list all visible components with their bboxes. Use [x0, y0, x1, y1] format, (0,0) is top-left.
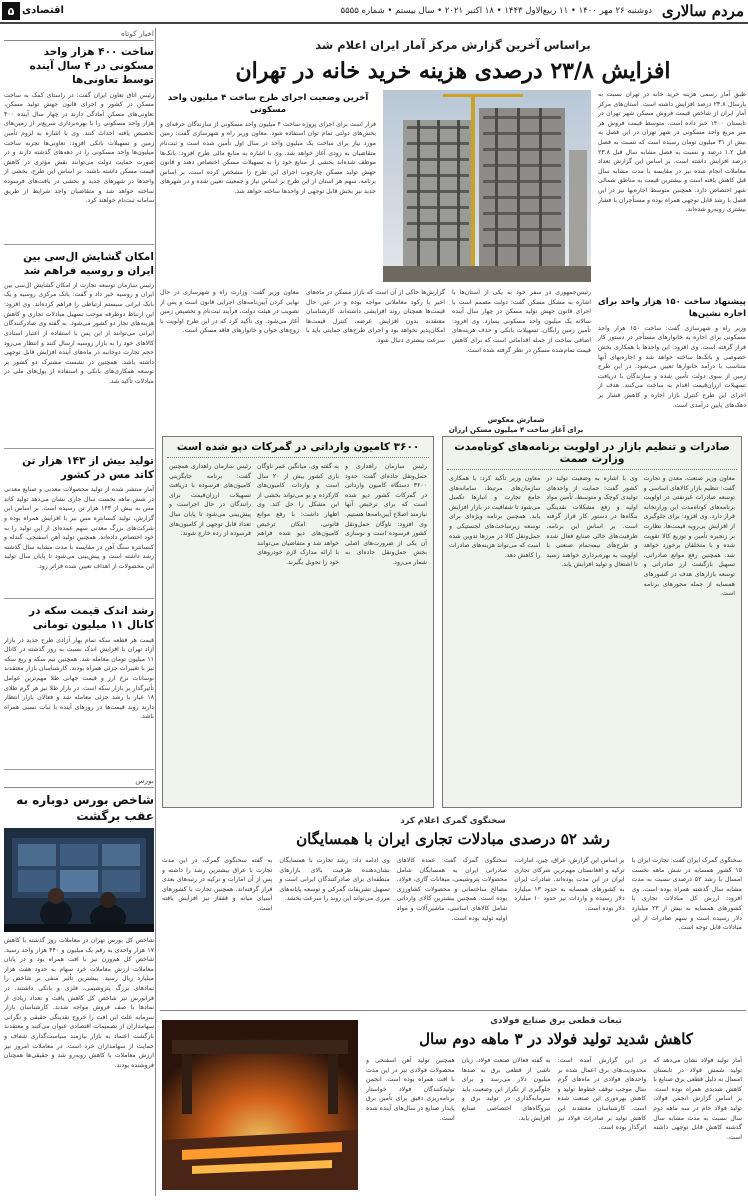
divider — [4, 769, 154, 770]
caption-head: شمارش معکوس — [487, 416, 545, 424]
newspaper-logo: مردم سالاری — [661, 2, 744, 20]
lead-text: قرار است برای اجرای پروژه ساخت ۴ میلیون واحد مسکونی از سازندگان حرفه‌ای و بخش‌های دولتی تمام توان استفاده شود. معاون وزیر راه و شهرسازی گفت: زمین مورد نیاز برای ساخت یک میلیون واحد در سال اول تأمین شده است و ثبت‌نام متقاضیان به زودی آغاز خواهد شد. وی با اشاره به منابع مالی طرح افزود: بانک‌ها موظف شده‌اند بخشی از منابع خود را به تسهیلات مسکن اختصاص دهند و قانون جهش تولید مسکن چارچوب اجرای این طرح را مشخص کرده است. بر اساس برنامه، سهم هر استان از این طرح بر اساس نیاز و جمعیت تعیین شده و در شهرهای جدید نیز بخش قابل توجهی از واحدها ساخته خواهد شد. — [160, 120, 376, 196]
trade-text: بر اساس این گزارش، عراق، چین، امارات، ترکیه و افغانستان مهم‌ترین شرکای تجاری ایران در این مدت بوده‌اند. صادرات ایران به کشورهای همسایه به حدود ۱۳ میلیارد دلار رسیده و واردات نیز حدود ۱۰ میلیارد دلار بوده است. — [514, 857, 625, 913]
page-number: ۵ — [2, 2, 20, 20]
sidebar-story-text: رئیس سازمان توسعه تجارت از امکان گشایش ال‌سی بین ایران و روسیه خبر داد و گفت: بانک مرکزی روسیه و یک بانک ایرانی سیستم ارتباطی را فراهم کرده‌اند. وی افزود: این ارتباط دوطرفه موجب تسهیل مبادلات تجاری و کاهش هزینه‌های تجار دو کشور می‌شود. به گفته وی صادرکنندگان ایرانی می‌توانند از این پس با استفاده از اعتبار اسنادی کالاهای خود را به بازار روسیه ارسال کنند و انتظار می‌رود حجم تجارت دوجانبه در ماه‌های آینده افزایش قابل توجهی داشته باشد. همچنین در نشست مشترک دو کشور بر توسعه همکاری‌های بانکی و استفاده از پول‌های ملی در مبادلات تأکید شد. — [4, 281, 154, 385]
lead-text: طبق آمار رسمی هزینه خرید خانه در تهران نسبت به پارسال ۲۳.۸ درصد افزایش داشته است. استان‌های مرکز آمار ایران از شاخص قیمت فروش مسکن شهر تهران در تابستان ۱۴۰۰ خبر داده است. متوسط قیمت فروش هر متر مربع واحد مسکونی در شهر تهران در این فصل به بیش از ۳۱ میلیون تومان رسیده است که نسبت به فصل قبل ۱.۲ درصد و نسبت به فصل مشابه سال قبل ۲۳.۸ درصد افزایش داشته است. بر اساس این گزارش تعداد معاملات انجام شده نیز در مقایسه با مدت مشابه سال قبل کاهش یافته است و بیشترین قیمت به مناطق شمالی شهر اختصاص دارد. همچنین متوسط اجاره‌بها نیز در این فصل با رشد قابل توجهی همراه بوده و مستأجران با فشار بیشتری روبه‌رو شده‌اند. — [598, 91, 746, 214]
trade-text: سخنگوی گمرک گفت: عمده کالاهای صادراتی ایران به همسایگان شامل محصولات پتروشیمی، میعانات گازی، فولاد، مصالح ساختمانی و محصولات کشاورزی بوده است. همچنین بیشترین کالای وارداتی شامل کالاهای اساسی، ماشین‌آلات و مواد اولیه تولید بوده است. — [396, 857, 508, 922]
caption-text: برای آغاز ساخت ۴ میلیون مسکن ارزان — [448, 425, 584, 434]
box-story-industry — [442, 436, 742, 808]
trade-headline: رشد ۵۲ درصدی مبادلات تجاری ایران با همسایگان — [296, 830, 610, 848]
divider — [4, 244, 154, 245]
divider — [4, 598, 154, 599]
trade-columns — [162, 856, 742, 1006]
lead-caption — [446, 416, 586, 436]
sidebar-story-text: رئیس اتاق تعاون ایران گفت: در راستای کمک به ساخت مسکن در کشور و اجرای قانون جهش تولید مسکن، تعاونی‌های مسکن آمادگی دارند در چهار سال آینده ۴۰۰ هزار واحد مسکونی را با بهره‌برداری سریع‌تر از زمین‌های تخصیص یافته احداث کنند. وی با اشاره به لزوم تأمین زمین و تسهیلات بانکی افزود: تعاونی‌ها تجربه ساخت میلیون‌ها واحد مسکونی را در دهه‌های گذشته دارند و در صورت حمایت دولت می‌توانند نقش مؤثری در کاهش قیمت مسکن داشته باشند. بر اساس این طرح، بخشی از واحدها در شهرهای جدید و بخشی در بافت‌های فرسوده ساخته خواهد شد و متقاضیان واجد شرایط از طریق سامانه ثبت‌نام خواهند کرد. — [4, 91, 154, 205]
bourse-text: شاخص کل بورس تهران در معاملات روز گذشته با کاهش ۱۷ هزار واحدی به رقم یک میلیون و ۴۴۰ هزار واحد رسید. شاخص کل هم‌وزن نیز با افت همراه بود و در پایان معاملات ارزش معاملات خرد سهام به حدود هفت هزار میلیارد ریال رسید. بیشترین تأثیر منفی بر شاخص را نمادهای بزرگ پتروشیمی، فلزی و بانکی داشتند. در فرابورس نیز شاخص کل کاهش یافت و تعداد زیادی از نمادها با صف فروش مواجه شدند. کارشناسان بازار سرمایه علت این افت را خروج نقدینگی حقیقی و نگرانی سهامداران از تصمیمات اقتصادی عنوان می‌کنند و معتقدند بازگشت اعتماد به بازار نیازمند سیاست‌گذاری شفاف و حمایت از سهامداران خرد است. در معاملات امروز نیز ارزش معاملات با کاهش روبه‌رو شد و حقیقی‌ها همچنان فروشنده بودند. — [4, 936, 154, 1069]
lead-column-mid — [160, 90, 376, 296]
box-text: به گفته وی، میانگین عمر ناوگان باری کشور بیش از ۲۰ سال است و واردات کامیون‌های کارکرده و نو می‌تواند بخشی از این مشکل را حل کند. وی اظهار داشت: با رفع موانع قانونی، امکان ترخیص کامیون‌های دپو شده فراهم خواهد شد و متقاضیان می‌توانند با ارائه مدارک لازم خودروهای خود را تحویل بگیرند. — [257, 463, 339, 567]
trade-text: به گفته سخنگوی گمرک، در این مدت تجارت با عراق بیشترین رشد را داشته و پس از آن امارات و ترکیه در رتبه‌های بعدی قرار گرفته‌اند. همچنین تجارت با کشورهای آسیای میانه و قفقاز نیز افزایش یافته است. — [161, 857, 273, 913]
lead-text: گزارش‌ها حاکی از آن است که بازار مسکن در ماه‌های اخیر با رکود معاملاتی مواجه بوده و در عین حال قیمت‌ها همچنان روند افزایشی داشته‌اند. کارشناسان معتقدند بدون افزایش عرضه، کنترل قیمت‌ها امکان‌پذیر نخواهد بود و اجرای طرح‌های حمایتی باید با سرعت بیشتری دنبال شود. — [306, 289, 445, 345]
trade-text: وی ادامه داد: رشد تجارت با همسایگان نشان‌دهنده ظرفیت بالای بازارهای منطقه‌ای برای صادرکنندگان ایرانی است و تسهیل تشریفات گمرکی و توسعه پایانه‌های مرزی می‌تواند این روند را سرعت بخشد. — [279, 857, 390, 903]
issue-info: دوشنبه ۲۶ مهر ۱۴۰۰ • ۱۱ ربیع‌الاول ۱۴۴۳ • ۱۸ اکتبر ۲۰۲۱ • سال بیستم • شماره ۵۵۵۵ — [340, 6, 652, 16]
box-text: وی با اشاره به وضعیت تولید در کشور گفت: حمایت از واحدهای تولیدی کوچک و متوسط، تأمین مواد اولیه و رفع مشکلات نقدینگی بنگاه‌ها در دستور کار قرار گرفته است. بر اساس این برنامه، ظرفیت‌های خالی صنایع فعال شده و طرح‌های نیمه‌تمام صنعتی با اولویت به بهره‌برداری خواهند رسید تا اشتغال و تولید افزایش یابد. — [546, 475, 638, 569]
box-story-trucks — [162, 436, 434, 808]
lead-text: رئیس‌جمهوری در سفر خود به یکی از استان‌ها با اشاره به مشکل مسکن گفت: دولت مصمم است با اجرای قانون جهش تولید مسکن در چهار سال آینده سالانه یک میلیون واحد مسکونی بسازد. وی افزود: تأمین زمین رایگان، تسهیلات بانکی و حذف هزینه‌های اضافی ساخت از جمله اقداماتی است که برای کاهش قیمت تمام‌شده مسکن در نظر گرفته شده است. — [452, 289, 591, 354]
divider — [4, 448, 154, 449]
divider — [160, 1010, 746, 1011]
bourse-title: شاخص بورس دوباره به عقب برگشت — [16, 792, 154, 823]
steel-text: آمار تولید فولاد نشان می‌دهد که تولید شمش فولاد در تابستان امسال به دلیل قطعی برق صنایع با کاهش شدیدی همراه بوده است. بر اساس گزارش انجمن فولاد، تولید فولاد خام در سه ماهه دوم سال نسبت به مدت مشابه سال گذشته کاهش قابل توجهی داشته است. — [653, 1057, 742, 1141]
sidebar-story-title: رشد اندک قیمت سکه در کانال ۱۱ میلیون تومانی — [29, 605, 154, 632]
box-text: رئیس سازمان راهداری و حمل‌ونقل جاده‌ای گفت: حدود ۳۶۰۰ دستگاه کامیون وارداتی در گمرکات کشور دپو شده است که برای ترخیص آنها نیازمند اصلاح آیین‌نامه‌ها هستیم. وی افزود: ناوگان حمل‌ونقل کشور فرسوده است و نوسازی آن یکی از ضرورت‌های اصلی بخش حمل‌ونقل جاده‌ای به شمار می‌رود. — [345, 463, 427, 567]
sidebar-story-title: امکان گشایش ال‌سی بین ایران و روسیه فراهم شد — [23, 250, 154, 277]
trade-kicker: سخنگوی گمرک اعلام کرد — [400, 816, 506, 826]
lead-headline: افزایش ۲۳/۸ درصدی هزینه خرید خانه در تهران — [235, 58, 671, 84]
steel-headline: کاهش شدید تولید فولاد در ۳ ماهه دوم سال — [419, 1030, 693, 1048]
box-title: صادرات و تنظیم بازار در اولویت برنامه‌های کوتاه‌مدت وزارت صمت — [447, 437, 737, 470]
sidebar-news — [4, 28, 154, 1196]
lead-subhead: آخرین وضعیت اجرای طرح ساخت ۴ میلیون واحد مسکونی — [167, 93, 369, 115]
lead-text: وزیر راه و شهرسازی گفت: ساخت ۱۵۰ هزار واحد مسکونی برای اجاره به خانوارهای مستأجر در دستور کار قرار گرفته است. وی افزود: این واحدها با همکاری بخش خصوصی و بانک‌ها ساخته خواهد شد و اجاره‌بهای آنها متناسب با درآمد خانوارها تعیین می‌شود. در این طرح زمین از سوی دولت تأمین شده و سازندگان با دریافت تسهیلات ارزان‌قیمت اقدام به ساخت می‌کنند. هدف از اجرای این طرح کنترل بازار اجاره و کاهش فشار بر دهک‌های پایین درآمدی است. — [598, 324, 746, 409]
steel-text: همچنین تولید آهن اسفنجی و محصولات فولادی نیز در این مدت با افت همراه بوده است. انجمن تولیدکنندگان فولاد خواستار برنامه‌ریزی دقیق برای تأمین برق پایدار صنایع در سال‌های آینده شده است. — [366, 1057, 455, 1122]
sidebar-story-title: تولید بیش از ۱۴۳ هزار تن کاتد مس در کشور — [22, 454, 154, 482]
section-label: اقتصادی — [22, 5, 64, 16]
main-content — [160, 28, 746, 1196]
box-text: معاون وزیر صنعت، معدن و تجارت گفت: تنظیم بازار کالاهای اساسی و توسعه صادرات غیرنفتی در اولویت برنامه‌های کوتاه‌مدت این وزارتخانه قرار دارد. وی افزود: برای جلوگیری از افزایش بی‌رویه قیمت‌ها، نظارت بر زنجیره تأمین و توزیع کالا تقویت شده و با متخلفان برخورد خواهد شد. همچنین رفع موانع صادراتی، تسهیل بازگشت ارز صادراتی و توسعه بازارهای هدف در کشورهای همسایه از جمله محورهای برنامه است. — [643, 475, 735, 598]
column-divider — [155, 28, 156, 1196]
sidebar-story-text: قیمت هر قطعه سکه تمام بهار آزادی طرح جدید در بازار آزاد تهران با افزایش اندک نسبت به روز گذشته در کانال ۱۱ میلیون تومان معامله شد. همچنین نیم سکه و ربع سکه نیز با تغییرات جزئی همراه بودند. کارشناسان بازار معتقدند نوسانات نرخ ارز و قیمت جهانی طلا مهم‌ترین عوامل تأثیرگذار بر بازار سکه است. در بازار طلا نیز هر گرم طلای ۱۸ عیار با رشد جزئی معامله شد و فعالان بازار انتظار دارند روند قیمت‌ها در روزهای آینده با ثبات نسبی همراه باشد. — [4, 636, 154, 721]
box-text: رئیس سازمان راهداری همچنین گفت: برنامه جایگزینی کامیون‌های فرسوده با دریافت تسهیلات ارزان‌قیمت برای رانندگان در حال اجراست و پیش‌بینی می‌شود تا پایان سال تعداد قابل توجهی از کامیون‌های فرسوده از رده خارج شوند. — [169, 463, 251, 538]
lead-subhead: پیشنهاد ساخت ۱۵۰ هزار واحد برای اجاره نشین‌ها — [598, 297, 746, 319]
box-title: ۳۶۰۰ کامیون وارداتی در گمرکات دپو شده است — [167, 437, 429, 458]
lead-kicker: براساس آخرین گزارش مرکز آمار ایران اعلام شد — [315, 38, 591, 52]
bourse-photo — [4, 828, 154, 932]
trade-text: سخنگوی گمرک ایران گفت: تجارت ایران با ۱۵ کشور همسایه در شش ماهه نخست امسال با رشد ۵۲ درصدی نسبت به مدت مشابه سال گذشته همراه بوده است. وی افزود: ارزش کل مبادلات تجاری با کشورهای همسایه به بیش از ۲۳ میلیارد دلار رسیده است و سهم صادرات از این مبادلات قابل توجه است. — [631, 857, 742, 932]
lead-text: معاون وزیر گفت: وزارت راه و شهرسازی در حال نهایی کردن آیین‌نامه‌های اجرایی قانون است و پس از تصویب در هیئت دولت، فرآیند ثبت‌نام و تخصیص زمین آغاز می‌شود. وی تأکید کرد که در این طرح اولویت با زوج‌های جوان و خانوارهای فاقد مسکن است. — [160, 289, 299, 335]
sidebar-tag: اخبار کوتاه — [4, 28, 154, 41]
sidebar-story-text: آمار منتشر شده از تولید محصولات معدنی و صنایع معدنی در شش ماهه نخست سال جاری نشان می‌دهد تولید کاتد مس به بیش از ۱۴۳ هزار تن رسیده است. بر اساس این گزارش، تولید کنسانتره مس نیز با افزایش همراه بوده و شرکت‌های بزرگ معدنی سهم عمده‌ای از این تولید را به خود اختصاص داده‌اند. همچنین تولید آهن اسفنجی، گندله و کنسانتره سنگ آهن در مقایسه با مدت مشابه سال گذشته رشد داشته است و پیش‌بینی می‌شود تا پایان سال تولید این محصولات از اهداف تعیین شده فراتر رود. — [4, 486, 154, 571]
steel-kicker: تبعات قطعی برق صنایع فولادی — [490, 1016, 622, 1026]
box-text: معاون وزیر تأکید کرد: با همکاری سازمان‌های مرتبط، سامانه‌های جامع تجارت و انبارها تکمیل می‌شود تا شفافیت در بازار افزایش یابد. همچنین برنامه ویژه‌ای برای توسعه زیرساخت‌های لجستیکی و حمل‌ونقل کالا در مرزها تدوین شده است که می‌تواند هزینه‌های صادرات را کاهش دهد. — [449, 475, 541, 559]
steel-mill-photo — [162, 1020, 358, 1190]
steel-text: در این گزارش آمده است: محدودیت‌های برق اعمال شده بر واحدهای فولادی در ماه‌های گرم سال موجب توقف خطوط تولید و کاهش بهره‌وری این صنعت شده است. کارشناسان معتقدند این کاهش تولید بر صادرات فولاد نیز اثرگذار بوده است. — [557, 1057, 647, 1132]
construction-photo — [383, 90, 591, 282]
masthead — [0, 0, 748, 24]
sidebar-tag-bourse: بورس — [4, 775, 154, 788]
steel-columns — [366, 1056, 742, 1194]
steel-text: به گفته فعالان صنعت فولاد، زیان ناشی از قطعی برق به صدها میلیون دلار می‌رسد و برای جلوگیری از تکرار این وضعیت باید سرمایه‌گذاری در تولید برق و نیروگاه‌های اختصاصی صنایع افزایش یابد. — [461, 1057, 551, 1122]
sidebar-story-title: ساخت ۴۰۰ هزار واحد مسکونی در ۴ سال آینده توسط تعاونی‌ها — [29, 46, 154, 87]
